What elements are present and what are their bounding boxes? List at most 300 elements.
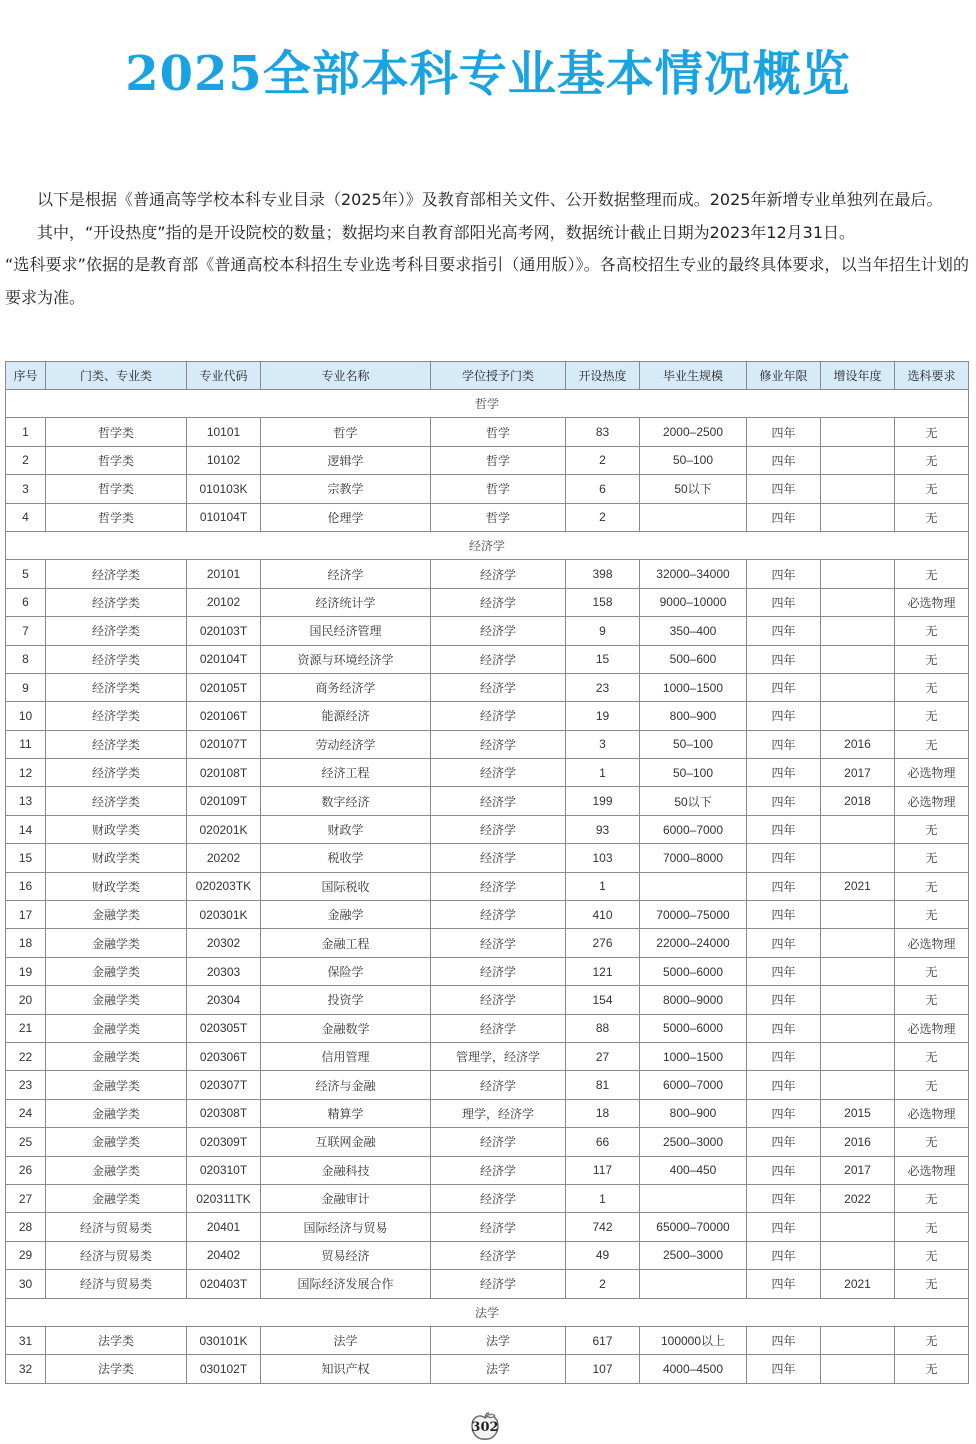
cell-subject-req: 无 <box>895 815 969 843</box>
table-row <box>6 1213 969 1241</box>
cell-year-added <box>821 1014 895 1042</box>
cell-code: 20202 <box>187 844 261 872</box>
cell-subject-req: 无 <box>895 730 969 758</box>
cell-category: 财政学类 <box>46 815 187 843</box>
cell-index: 10 <box>6 702 46 730</box>
cell-degree: 经济学 <box>431 901 566 929</box>
cell-degree: 经济学 <box>431 872 566 900</box>
cell-duration: 四年 <box>747 1355 821 1383</box>
cell-graduates: 50以下 <box>640 787 747 815</box>
cell-year-added <box>821 986 895 1014</box>
cell-index: 23 <box>6 1071 46 1099</box>
cell-popularity: 1 <box>566 759 640 787</box>
cell-category: 哲学类 <box>46 418 187 446</box>
table-row <box>6 1099 969 1127</box>
cell-index: 24 <box>6 1099 46 1127</box>
majors-table <box>5 361 969 1384</box>
cell-degree: 经济学 <box>431 560 566 588</box>
cell-code: 010103K <box>187 475 261 503</box>
cell-duration: 四年 <box>747 1042 821 1070</box>
cell-category: 财政学类 <box>46 872 187 900</box>
cell-popularity: 88 <box>566 1014 640 1042</box>
cell-graduates: 32000–34000 <box>640 560 747 588</box>
cell-subject-req: 无 <box>895 1071 969 1099</box>
cell-major-name: 数字经济 <box>261 787 431 815</box>
cell-degree: 经济学 <box>431 702 566 730</box>
cell-duration: 四年 <box>747 844 821 872</box>
cell-category: 经济与贸易类 <box>46 1213 187 1241</box>
cell-popularity: 121 <box>566 957 640 985</box>
table-header-row <box>6 362 969 390</box>
cell-index: 22 <box>6 1042 46 1070</box>
cell-category: 经济学类 <box>46 673 187 701</box>
group-row <box>6 1298 969 1326</box>
cell-index: 20 <box>6 986 46 1014</box>
cell-popularity: 9 <box>566 617 640 645</box>
cell-major-name: 能源经济 <box>261 702 431 730</box>
cell-graduates: 800–900 <box>640 702 747 730</box>
cell-major-name: 金融学 <box>261 901 431 929</box>
cell-popularity: 3 <box>566 730 640 758</box>
cell-code: 020107T <box>187 730 261 758</box>
cell-subject-req: 必选物理 <box>895 787 969 815</box>
cell-index: 26 <box>6 1156 46 1184</box>
cell-duration: 四年 <box>747 1099 821 1127</box>
cell-category: 经济学类 <box>46 759 187 787</box>
table-row <box>6 872 969 900</box>
table-row <box>6 560 969 588</box>
table-row <box>6 475 969 503</box>
cell-duration: 四年 <box>747 702 821 730</box>
cell-popularity: 27 <box>566 1042 640 1070</box>
cell-year-added <box>821 929 895 957</box>
cell-subject-req: 无 <box>895 645 969 673</box>
cell-year-added: 2021 <box>821 872 895 900</box>
cell-code: 20101 <box>187 560 261 588</box>
cell-popularity: 83 <box>566 418 640 446</box>
cell-graduates: 2500–3000 <box>640 1241 747 1269</box>
cell-duration: 四年 <box>747 1184 821 1212</box>
cell-index: 27 <box>6 1184 46 1212</box>
cell-year-added: 2018 <box>821 787 895 815</box>
cell-year-added <box>821 503 895 531</box>
cell-code: 020104T <box>187 645 261 673</box>
cell-popularity: 103 <box>566 844 640 872</box>
cell-graduates <box>640 872 747 900</box>
table-row <box>6 1014 969 1042</box>
cell-code: 020301K <box>187 901 261 929</box>
cell-degree: 法学 <box>431 1326 566 1354</box>
cell-popularity: 199 <box>566 787 640 815</box>
cell-year-added <box>821 560 895 588</box>
cell-subject-req: 必选物理 <box>895 1099 969 1127</box>
cell-category: 哲学类 <box>46 503 187 531</box>
cell-year-added: 2017 <box>821 759 895 787</box>
cell-duration: 四年 <box>747 872 821 900</box>
cell-subject-req: 无 <box>895 872 969 900</box>
cell-index: 13 <box>6 787 46 815</box>
table-row <box>6 1270 969 1298</box>
cell-subject-req: 无 <box>895 1355 969 1383</box>
cell-popularity: 1 <box>566 872 640 900</box>
cell-popularity: 2 <box>566 446 640 474</box>
cell-graduates: 22000–24000 <box>640 929 747 957</box>
cell-year-added <box>821 588 895 616</box>
page-number: 302 <box>471 1420 499 1435</box>
cell-subject-req: 无 <box>895 418 969 446</box>
cell-major-name: 信用管理 <box>261 1042 431 1070</box>
cell-category: 经济学类 <box>46 560 187 588</box>
table-row <box>6 929 969 957</box>
cell-category: 金融学类 <box>46 957 187 985</box>
table-body <box>6 390 969 1384</box>
cell-graduates: 5000–6000 <box>640 957 747 985</box>
cell-category: 金融学类 <box>46 1014 187 1042</box>
cell-degree: 经济学 <box>431 1071 566 1099</box>
cell-duration: 四年 <box>747 475 821 503</box>
table-row <box>6 986 969 1014</box>
cell-category: 哲学类 <box>46 475 187 503</box>
cell-index: 5 <box>6 560 46 588</box>
cell-degree: 经济学 <box>431 929 566 957</box>
cell-subject-req: 无 <box>895 503 969 531</box>
cell-category: 金融学类 <box>46 986 187 1014</box>
cell-category: 金融学类 <box>46 1156 187 1184</box>
cell-code: 020108T <box>187 759 261 787</box>
cell-index: 18 <box>6 929 46 957</box>
cell-popularity: 117 <box>566 1156 640 1184</box>
cell-major-name: 经济工程 <box>261 759 431 787</box>
cell-major-name: 金融科技 <box>261 1156 431 1184</box>
cell-code: 020103T <box>187 617 261 645</box>
header-degree: 学位授予门类 <box>431 362 566 390</box>
cell-category: 经济学类 <box>46 787 187 815</box>
cell-degree: 经济学 <box>431 673 566 701</box>
cell-category: 金融学类 <box>46 929 187 957</box>
cell-subject-req: 无 <box>895 1213 969 1241</box>
cell-graduates: 50–100 <box>640 759 747 787</box>
cell-graduates: 6000–7000 <box>640 815 747 843</box>
cell-code: 020309T <box>187 1128 261 1156</box>
cell-subject-req: 无 <box>895 673 969 701</box>
cell-subject-req: 无 <box>895 986 969 1014</box>
cell-subject-req: 无 <box>895 844 969 872</box>
cell-major-name: 金融审计 <box>261 1184 431 1212</box>
cell-index: 28 <box>6 1213 46 1241</box>
cell-popularity: 93 <box>566 815 640 843</box>
cell-category: 金融学类 <box>46 1099 187 1127</box>
cell-graduates: 6000–7000 <box>640 1071 747 1099</box>
cell-popularity: 18 <box>566 1099 640 1127</box>
cell-code: 020307T <box>187 1071 261 1099</box>
cell-subject-req: 无 <box>895 901 969 929</box>
cell-graduates: 400–450 <box>640 1156 747 1184</box>
cell-subject-req: 无 <box>895 1270 969 1298</box>
cell-index: 3 <box>6 475 46 503</box>
cell-graduates: 4000–4500 <box>640 1355 747 1383</box>
cell-subject-req: 必选物理 <box>895 588 969 616</box>
cell-index: 30 <box>6 1270 46 1298</box>
cell-graduates: 1000–1500 <box>640 673 747 701</box>
cell-subject-req: 无 <box>895 1184 969 1212</box>
cell-duration: 四年 <box>747 1014 821 1042</box>
cell-graduates: 5000–6000 <box>640 1014 747 1042</box>
cell-major-name: 金融数学 <box>261 1014 431 1042</box>
cell-duration: 四年 <box>747 673 821 701</box>
cell-major-name: 伦理学 <box>261 503 431 531</box>
cell-degree: 哲学 <box>431 475 566 503</box>
cell-major-name: 法学 <box>261 1326 431 1354</box>
header-popularity: 开设热度 <box>566 362 640 390</box>
cell-duration: 四年 <box>747 1326 821 1354</box>
cell-popularity: 107 <box>566 1355 640 1383</box>
cell-degree: 哲学 <box>431 446 566 474</box>
cell-subject-req: 无 <box>895 446 969 474</box>
table-row <box>6 503 969 531</box>
cell-major-name: 贸易经济 <box>261 1241 431 1269</box>
cell-index: 21 <box>6 1014 46 1042</box>
cell-code: 20303 <box>187 957 261 985</box>
cell-category: 经济学类 <box>46 730 187 758</box>
cell-major-name: 互联网金融 <box>261 1128 431 1156</box>
intro-paragraph: 以下是根据《普通高等学校本科专业目录（2025年）》及教育部相关文件、公开数据整理而成。2025年新增专业单独列在最后。 <box>37 190 943 209</box>
cell-year-added <box>821 815 895 843</box>
table-row <box>6 588 969 616</box>
table-row <box>6 901 969 929</box>
table-row <box>6 645 969 673</box>
cell-code: 10102 <box>187 446 261 474</box>
cell-graduates: 1000–1500 <box>640 1042 747 1070</box>
cell-graduates: 50–100 <box>640 730 747 758</box>
cell-popularity: 23 <box>566 673 640 701</box>
cell-category: 经济与贸易类 <box>46 1270 187 1298</box>
cell-major-name: 哲学 <box>261 418 431 446</box>
cell-popularity: 19 <box>566 702 640 730</box>
group-label: 经济学 <box>6 531 969 559</box>
cell-graduates: 500–600 <box>640 645 747 673</box>
cell-popularity: 2 <box>566 1270 640 1298</box>
cell-code: 020311TK <box>187 1184 261 1212</box>
cell-major-name: 宗教学 <box>261 475 431 503</box>
cell-category: 经济学类 <box>46 702 187 730</box>
cell-degree: 经济学 <box>431 957 566 985</box>
table-row <box>6 1241 969 1269</box>
cell-category: 经济学类 <box>46 645 187 673</box>
cell-major-name: 金融工程 <box>261 929 431 957</box>
cell-popularity: 2 <box>566 503 640 531</box>
header-major-name: 专业名称 <box>261 362 431 390</box>
cell-index: 29 <box>6 1241 46 1269</box>
cell-index: 15 <box>6 844 46 872</box>
cell-category: 经济与贸易类 <box>46 1241 187 1269</box>
cell-year-added: 2017 <box>821 1156 895 1184</box>
cell-degree: 哲学 <box>431 503 566 531</box>
cell-duration: 四年 <box>747 1128 821 1156</box>
table-row <box>6 1156 969 1184</box>
cell-degree: 经济学 <box>431 1270 566 1298</box>
cell-duration: 四年 <box>747 929 821 957</box>
cell-code: 20102 <box>187 588 261 616</box>
cell-code: 020403T <box>187 1270 261 1298</box>
cell-major-name: 保险学 <box>261 957 431 985</box>
cell-major-name: 财政学 <box>261 815 431 843</box>
table-row <box>6 1071 969 1099</box>
cell-code: 020305T <box>187 1014 261 1042</box>
cell-major-name: 投资学 <box>261 986 431 1014</box>
cell-major-name: 国民经济管理 <box>261 617 431 645</box>
cell-category: 法学类 <box>46 1326 187 1354</box>
cell-duration: 四年 <box>747 1270 821 1298</box>
cell-graduates: 2000–2500 <box>640 418 747 446</box>
cell-degree: 经济学 <box>431 1184 566 1212</box>
cell-code: 20304 <box>187 986 261 1014</box>
cell-popularity: 66 <box>566 1128 640 1156</box>
cell-category: 法学类 <box>46 1355 187 1383</box>
table-row <box>6 1042 969 1070</box>
cell-major-name: 逻辑学 <box>261 446 431 474</box>
table-row <box>6 787 969 815</box>
cell-degree: 经济学 <box>431 1241 566 1269</box>
cell-popularity: 742 <box>566 1213 640 1241</box>
cell-graduates: 50–100 <box>640 446 747 474</box>
header-subject-req: 选科要求 <box>895 362 969 390</box>
cell-index: 7 <box>6 617 46 645</box>
cell-major-name: 经济与金融 <box>261 1071 431 1099</box>
cell-duration: 四年 <box>747 815 821 843</box>
table-row <box>6 702 969 730</box>
cell-degree: 经济学 <box>431 759 566 787</box>
cell-popularity: 15 <box>566 645 640 673</box>
cell-category: 财政学类 <box>46 844 187 872</box>
cell-subject-req: 必选物理 <box>895 1156 969 1184</box>
cell-major-name: 经济学 <box>261 560 431 588</box>
cell-index: 8 <box>6 645 46 673</box>
cell-duration: 四年 <box>747 901 821 929</box>
cell-duration: 四年 <box>747 1241 821 1269</box>
cell-graduates: 2500–3000 <box>640 1128 747 1156</box>
cell-code: 20402 <box>187 1241 261 1269</box>
cell-index: 4 <box>6 503 46 531</box>
cell-degree: 哲学 <box>431 418 566 446</box>
cell-duration: 四年 <box>747 503 821 531</box>
cell-graduates: 800–900 <box>640 1099 747 1127</box>
cell-graduates: 8000–9000 <box>640 986 747 1014</box>
table-row <box>6 957 969 985</box>
cell-index: 9 <box>6 673 46 701</box>
cell-index: 31 <box>6 1326 46 1354</box>
cell-code: 020109T <box>187 787 261 815</box>
cell-duration: 四年 <box>747 1213 821 1241</box>
table-row <box>6 446 969 474</box>
cell-duration: 四年 <box>747 617 821 645</box>
cell-code: 20302 <box>187 929 261 957</box>
cell-graduates <box>640 503 747 531</box>
cell-graduates <box>640 1270 747 1298</box>
cell-year-added <box>821 1071 895 1099</box>
cell-year-added <box>821 1326 895 1354</box>
cell-year-added: 2015 <box>821 1099 895 1127</box>
cell-major-name: 精算学 <box>261 1099 431 1127</box>
cell-graduates: 7000–8000 <box>640 844 747 872</box>
cell-degree: 经济学 <box>431 1014 566 1042</box>
cell-index: 19 <box>6 957 46 985</box>
cell-major-name: 经济统计学 <box>261 588 431 616</box>
cell-subject-req: 无 <box>895 1042 969 1070</box>
cell-duration: 四年 <box>747 1071 821 1099</box>
cell-category: 金融学类 <box>46 901 187 929</box>
group-row <box>6 531 969 559</box>
cell-category: 经济学类 <box>46 617 187 645</box>
intro-paragraph: 其中，“开设热度”指的是开设院校的数量；数据均来自教育部阳光高考网，数据统计截止日期为2023年12月31日。 <box>37 222 856 242</box>
cell-year-added <box>821 1213 895 1241</box>
cell-subject-req: 无 <box>895 702 969 730</box>
cell-subject-req: 无 <box>895 957 969 985</box>
table-row <box>6 617 969 645</box>
table-row <box>6 815 969 843</box>
cell-graduates: 65000–70000 <box>640 1213 747 1241</box>
cell-subject-req: 必选物理 <box>895 929 969 957</box>
cell-popularity: 158 <box>566 588 640 616</box>
cell-year-added <box>821 702 895 730</box>
cell-degree: 经济学 <box>431 787 566 815</box>
intro-text <box>5 184 969 314</box>
cell-major-name: 商务经济学 <box>261 673 431 701</box>
table-row <box>6 844 969 872</box>
cell-popularity: 49 <box>566 1241 640 1269</box>
cell-code: 10101 <box>187 418 261 446</box>
cell-degree: 经济学 <box>431 844 566 872</box>
cell-major-name: 劳动经济学 <box>261 730 431 758</box>
cell-duration: 四年 <box>747 730 821 758</box>
table-row <box>6 1128 969 1156</box>
cell-code: 010104T <box>187 503 261 531</box>
cell-year-added <box>821 673 895 701</box>
group-row <box>6 390 969 418</box>
cell-duration: 四年 <box>747 957 821 985</box>
cell-year-added <box>821 957 895 985</box>
group-label: 哲学 <box>6 390 969 418</box>
cell-code: 030101K <box>187 1326 261 1354</box>
cell-duration: 四年 <box>747 645 821 673</box>
cell-year-added: 2016 <box>821 1128 895 1156</box>
cell-year-added <box>821 617 895 645</box>
table-row <box>6 730 969 758</box>
table-row <box>6 759 969 787</box>
cell-code: 020306T <box>187 1042 261 1070</box>
cell-degree: 经济学 <box>431 730 566 758</box>
cell-year-added: 2016 <box>821 730 895 758</box>
cell-duration: 四年 <box>747 986 821 1014</box>
cell-index: 14 <box>6 815 46 843</box>
cell-graduates: 350–400 <box>640 617 747 645</box>
cell-graduates: 70000–75000 <box>640 901 747 929</box>
cell-popularity: 81 <box>566 1071 640 1099</box>
cell-duration: 四年 <box>747 759 821 787</box>
table-row <box>6 1326 969 1354</box>
cell-code: 020106T <box>187 702 261 730</box>
cell-category: 金融学类 <box>46 1128 187 1156</box>
cell-code: 020310T <box>187 1156 261 1184</box>
cell-category: 金融学类 <box>46 1184 187 1212</box>
cell-degree: 经济学 <box>431 1156 566 1184</box>
cell-subject-req: 必选物理 <box>895 1014 969 1042</box>
cell-subject-req: 无 <box>895 1241 969 1269</box>
cell-graduates: 50以下 <box>640 475 747 503</box>
cell-subject-req: 无 <box>895 560 969 588</box>
cell-code: 020308T <box>187 1099 261 1127</box>
cell-code: 020203TK <box>187 872 261 900</box>
cell-popularity: 398 <box>566 560 640 588</box>
